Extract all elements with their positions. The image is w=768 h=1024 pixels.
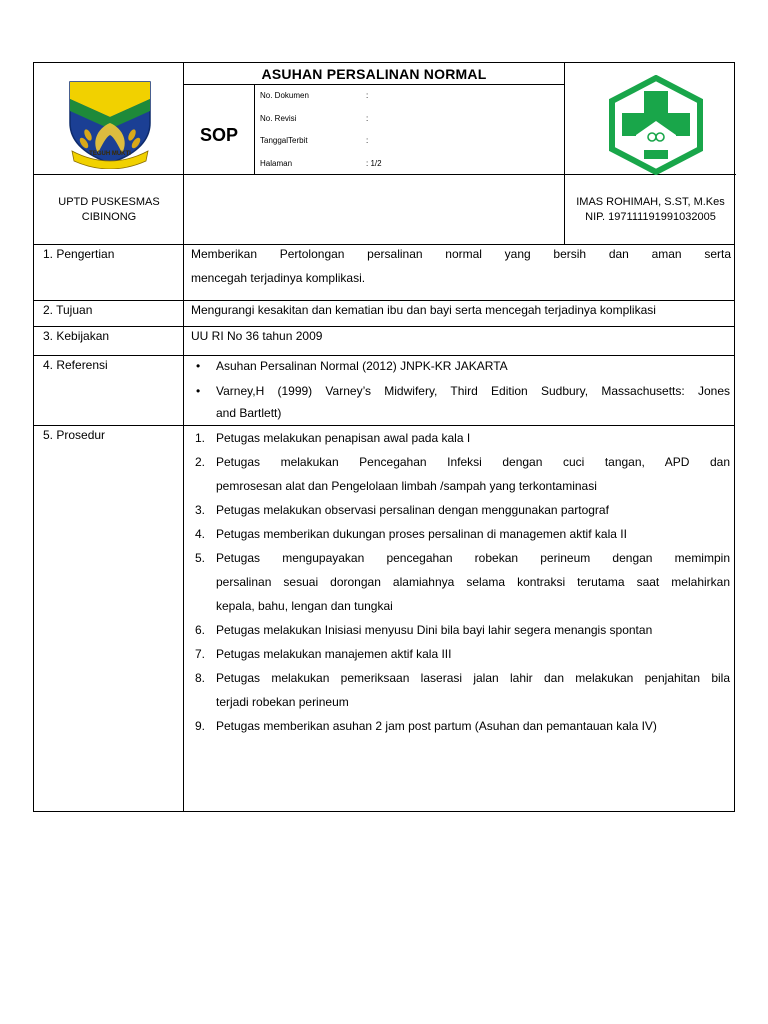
procedure-text: Petugas melakukan penapisan awal pada kala I	[216, 431, 471, 445]
procedure-text: terjadi robekan perineum	[216, 695, 349, 709]
procedure-text: Petugas melakukan observasi persalinan dengan menggunakan partograf	[216, 503, 609, 517]
procedure-text: Petugas mengupayakan pencegahan robekan perineum dengan memimpin	[216, 551, 730, 565]
list-item	[189, 666, 730, 714]
divider	[183, 245, 184, 300]
divider	[34, 174, 184, 175]
reference-list	[189, 357, 730, 424]
list-item	[189, 618, 730, 642]
item-number: 6.	[195, 623, 206, 637]
org-line: UPTD PUSKESMAS	[58, 196, 160, 208]
list-item	[189, 380, 730, 424]
meta-value: :	[366, 91, 369, 100]
section-label: 5. Prosedur	[43, 428, 106, 442]
meta-label: Halaman	[260, 159, 293, 168]
list-item	[189, 426, 730, 450]
section-kebijakan	[33, 327, 735, 356]
procedure-text: Petugas memberikan asuhan 2 jam post partum (Asuhan dan pemantauan kala IV)	[216, 719, 657, 733]
divider	[254, 84, 255, 174]
document-title: ASUHAN PERSALINAN NORMAL	[261, 66, 487, 82]
puskesmas-logo	[607, 75, 705, 175]
sop-label: SOP	[199, 125, 238, 145]
section-pengertian	[33, 245, 735, 301]
list-item	[189, 450, 730, 498]
list-item	[189, 642, 730, 666]
section-text: Mengurangi kesakitan dan kematian ibu dan bayi serta mencegah terjadinya komplikasi	[191, 303, 656, 317]
section-text: Memberikan Pertolongan persalinan normal yang bersih dan aman serta	[191, 247, 731, 261]
meta-value: : 1/2	[366, 159, 382, 168]
divider	[183, 301, 184, 326]
organization-name	[34, 195, 184, 225]
meta-label: TanggalTerbit	[260, 136, 308, 145]
procedure-text: Petugas melakukan Pencegahan Infeksi dengan cuci tangan, APD dan	[216, 455, 730, 469]
signer-name: IMAS ROHIMAH, S.ST, M.Kes	[576, 196, 725, 208]
procedure-text: Petugas melakukan manajemen aktif kala III	[216, 647, 452, 661]
section-label: 3. Kebijakan	[43, 329, 110, 343]
meta-value: :	[366, 136, 369, 145]
list-item	[189, 714, 730, 738]
list-item	[189, 546, 730, 618]
procedure-list	[189, 426, 730, 738]
divider	[183, 327, 184, 355]
procedure-text: Petugas memberikan dukungan proses persalinan di managemen aktif kala II	[216, 527, 627, 541]
procedure-text: kepala, bahu, lengan dan tungkai	[216, 599, 393, 613]
procedure-text: Petugas melakukan pemeriksaan laserasi jalan lahir dan melakukan penjahitan bila	[216, 671, 730, 685]
meta-label: No. Dokumen	[260, 91, 309, 100]
sop-header	[33, 62, 735, 245]
item-number: 7.	[195, 647, 206, 661]
section-tujuan	[33, 301, 735, 327]
list-item	[189, 522, 730, 546]
divider	[183, 84, 564, 85]
reference-text: and Bartlett)	[216, 406, 282, 420]
bullet: •	[196, 384, 201, 398]
section-referensi	[33, 356, 735, 426]
signer-block	[565, 195, 736, 225]
procedure-text: pemrosesan alat dan Pengelolaan limbah /sampah yang terkontaminasi	[216, 479, 597, 493]
signer-nip: NIP. 197111191991032005	[585, 211, 716, 223]
section-label: 1. Pengertian	[43, 247, 115, 261]
item-number: 9.	[195, 719, 206, 733]
logo-motto: TEGUH MUKTI	[89, 151, 131, 157]
procedure-text: Petugas melakukan Inisiasi menyusu Dini bila bayi lahir segera menangis spontan	[216, 623, 653, 637]
reference-text: Asuhan Persalinan Normal (2012) JNPK-KR JAKARTA	[216, 359, 508, 373]
org-line: CIBINONG	[81, 211, 137, 223]
reference-text: Varney,H (1999) Varney’s Midwifery, Third Edition Sudbury, Massachusetts: Jones	[216, 384, 730, 398]
item-number: 2.	[195, 455, 206, 469]
section-prosedur	[33, 426, 735, 812]
meta-label: No. Revisi	[260, 114, 297, 123]
bullet: •	[196, 359, 201, 373]
procedure-text: persalinan sesuai dorongan alamiahnya selama kontraksi terutama saat melahirkan	[216, 575, 730, 589]
divider	[183, 174, 564, 175]
list-item	[189, 498, 730, 522]
item-number: 1.	[195, 431, 206, 445]
meta-value: :	[366, 114, 369, 123]
item-number: 8.	[195, 671, 206, 685]
section-text: UU RI No 36 tahun 2009	[191, 329, 323, 343]
item-number: 5.	[195, 551, 206, 565]
section-label: 2. Tujuan	[43, 303, 93, 317]
item-number: 3.	[195, 503, 206, 517]
list-item	[189, 357, 730, 380]
item-number: 4.	[195, 527, 206, 541]
section-text: mencegah terjadinya komplikasi.	[191, 271, 366, 285]
divider	[183, 426, 184, 811]
section-label: 4. Referensi	[43, 358, 108, 372]
divider	[183, 356, 184, 425]
